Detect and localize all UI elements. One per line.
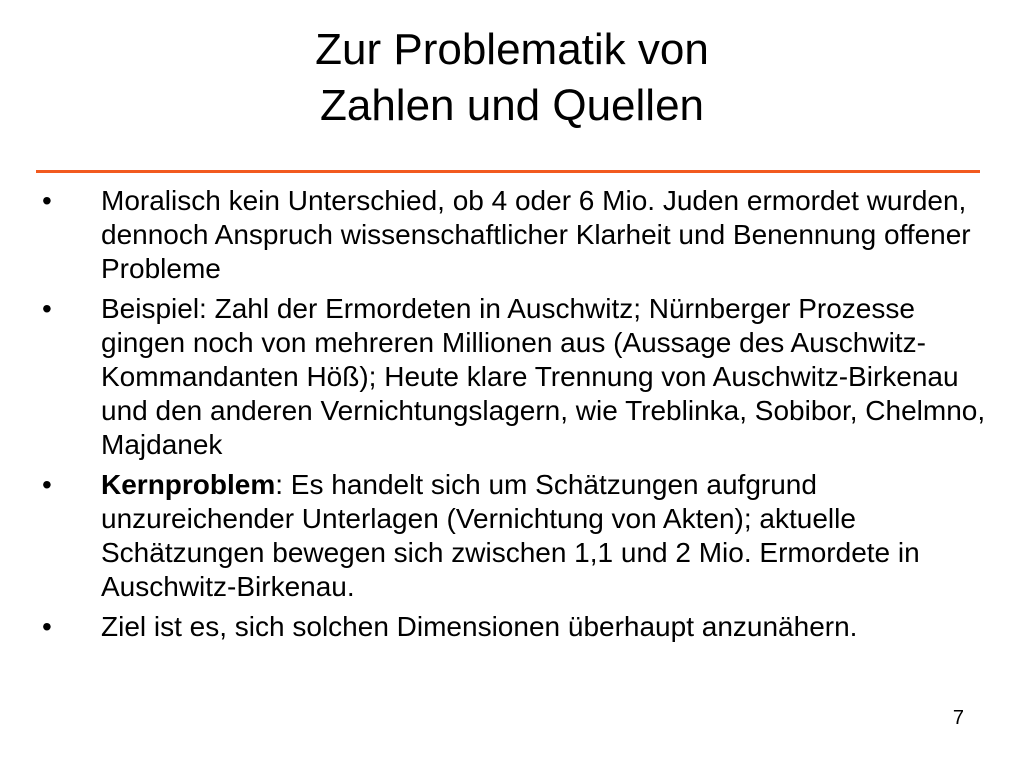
bullet-item: [40, 468, 990, 604]
bullet-marker: •: [42, 469, 52, 500]
bullet-text: : Es handelt sich um Schätzungen aufgrund unzureichender Unterlagen (Vernichtung von Akten); aktuelle Schätzungen bewegen sich zwischen 1,1 und 2 Mio. Ermordete in Auschwitz-Birkenau.: [101, 469, 920, 602]
bullet-text: Beispiel: Zahl der Ermordeten in Auschwitz; Nürnberger Prozesse gingen noch von mehreren Millionen aus (Aussage des Auschwitz-Kommandanten Höß); Heute klare Trennung von Auschwitz-Birkenau und den anderen Vernichtungslagern, wie Treblinka, Sobibor, Chelmno, Majdanek: [101, 293, 986, 460]
bullet-list: [40, 184, 990, 650]
bullet-bold-term: Kernproblem: [101, 469, 276, 500]
title-line-1: Zur Problematik von: [315, 25, 709, 74]
slide-title: [60, 22, 964, 134]
bullet-item: [40, 292, 990, 462]
title-divider: [36, 170, 980, 173]
bullet-marker: •: [42, 293, 52, 324]
bullet-item: [40, 184, 990, 286]
bullet-item: [40, 610, 990, 644]
title-line-2: Zahlen und Quellen: [319, 81, 705, 130]
bullet-marker: •: [42, 185, 52, 216]
bullet-text: Moralisch kein Unterschied, ob 4 oder 6 Mio. Juden ermordet wurden, dennoch Anspruch wissenschaftlicher Klarheit und Benennung offener Probleme: [101, 185, 971, 284]
bullet-marker: •: [42, 611, 52, 642]
bullet-text: Ziel ist es, sich solchen Dimensionen überhaupt anzunähern.: [101, 611, 858, 642]
page-number: 7: [952, 707, 964, 729]
